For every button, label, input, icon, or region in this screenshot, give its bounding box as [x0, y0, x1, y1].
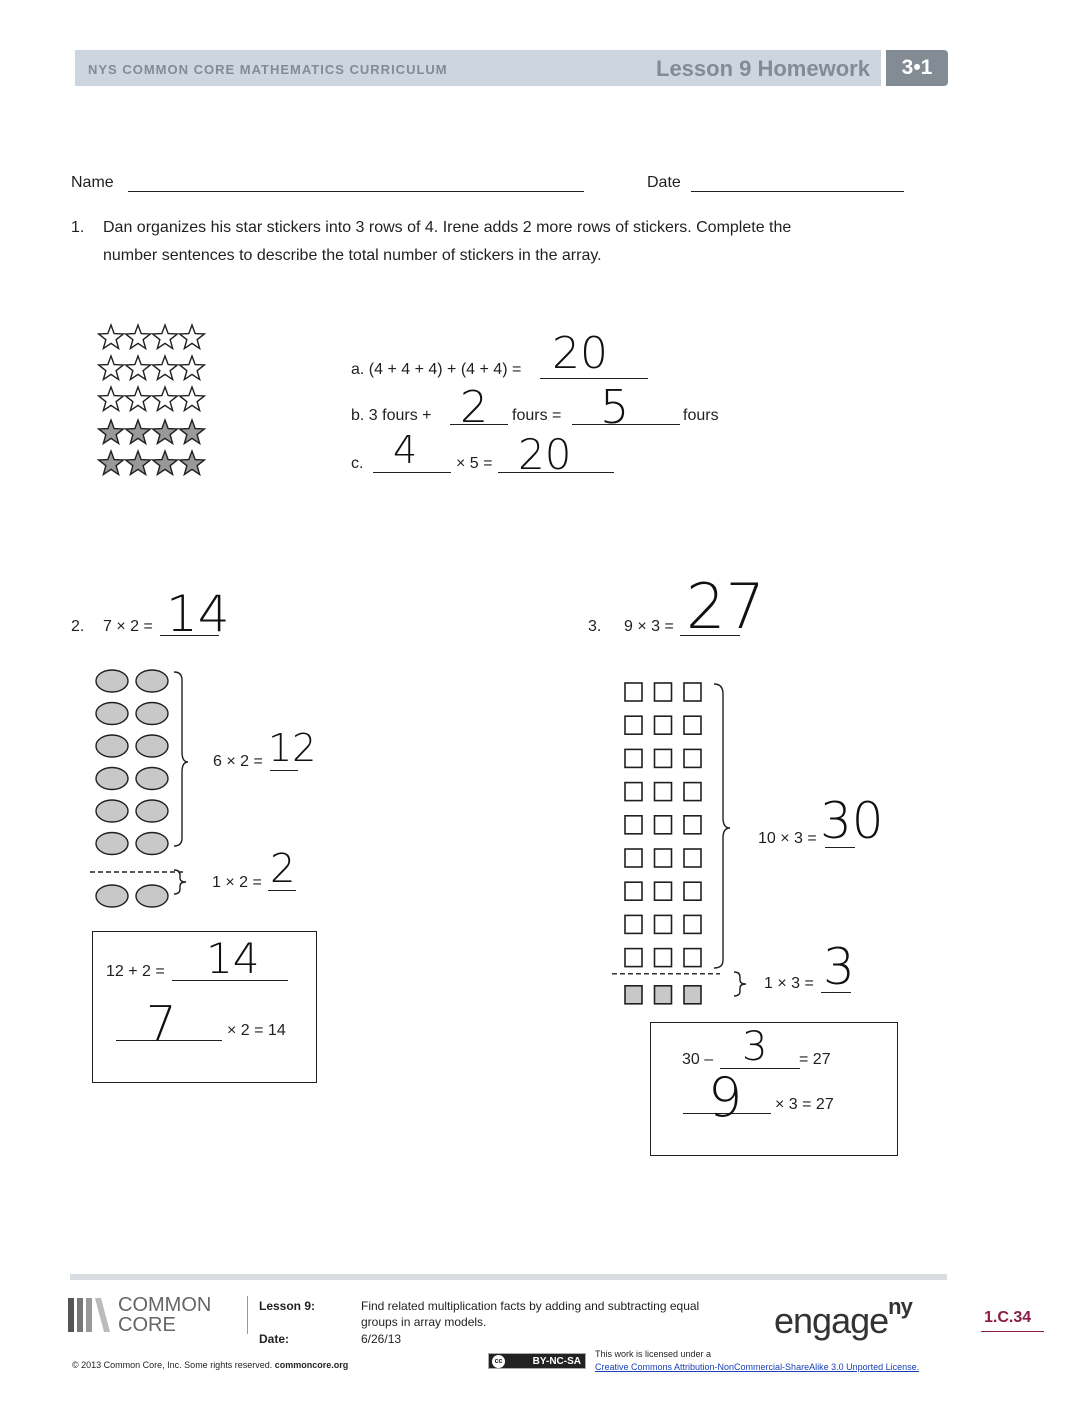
square-unit — [684, 949, 701, 967]
common-core-logo-text-1: COMMON — [118, 1294, 212, 1316]
footer-lesson-desc-1: Find related multiplication facts by adding and subtracting equal — [361, 1299, 700, 1313]
problem-3-equation: 9 × 3 = — [624, 618, 674, 635]
oval-counter — [136, 768, 168, 790]
star-icon — [180, 356, 205, 380]
footer-separator — [70, 1274, 947, 1280]
problem-2-number: 2. — [71, 618, 85, 635]
square-unit — [625, 749, 642, 767]
square-unit — [655, 849, 672, 867]
square-array — [610, 678, 740, 998]
problem-1b-answer-2: 5 — [600, 380, 630, 434]
problem-1c-label: c. — [351, 455, 364, 472]
engageny-logo-text: engage — [774, 1300, 889, 1341]
problem-1a-label: a. (4 + 4 + 4) + (4 + 4) = — [351, 361, 522, 378]
square-unit — [684, 882, 701, 900]
star-icon — [126, 356, 151, 380]
oval-counter — [136, 885, 168, 907]
problem-2-upper-answer: 12 — [268, 726, 317, 770]
lesson-title: Lesson 9 Homework — [656, 56, 870, 81]
square-unit — [655, 915, 672, 933]
square-unit — [684, 986, 701, 1004]
problem-2-upper-blank[interactable] — [270, 770, 298, 771]
square-unit — [655, 882, 672, 900]
square-unit — [684, 915, 701, 933]
problem-3-box-line-2: × 3 = 27 — [775, 1096, 834, 1113]
square-unit — [655, 716, 672, 734]
oval-counter — [136, 735, 168, 757]
star-icon — [153, 356, 178, 380]
square-unit — [625, 849, 642, 867]
problem-1b-mid: fours = — [512, 407, 562, 424]
star-icon — [126, 325, 151, 349]
oval-counter — [96, 885, 128, 907]
footer-date-value: 6/26/13 — [361, 1332, 402, 1346]
copyright-text: © 2013 Common Core, Inc. Some rights reserved. — [72, 1360, 273, 1370]
problem-2-equation: 7 × 2 = — [103, 618, 153, 635]
problem-3-number: 3. — [588, 618, 602, 635]
problem-2-upper-eq: 6 × 2 = — [213, 753, 263, 770]
date-label: Date — [647, 174, 681, 191]
problem-1-text-line-1: Dan organizes his star stickers into 3 rows of 4. Irene adds 2 more rows of stickers. Complete the — [103, 219, 792, 236]
problem-2-box-answer-1: 14 — [206, 934, 260, 983]
square-unit — [655, 986, 672, 1004]
name-field[interactable] — [128, 191, 584, 192]
cc-icon: cc — [492, 1355, 505, 1368]
square-unit — [655, 683, 672, 701]
name-label: Name — [71, 174, 114, 191]
problem-2-box-answer-2: 7 — [146, 996, 177, 1052]
footer-lesson-desc-2: groups in array models. — [361, 1315, 487, 1329]
square-unit — [684, 749, 701, 767]
square-unit — [684, 816, 701, 834]
problem-3-box-line-1: 30 – — [682, 1051, 714, 1068]
oval-counter — [136, 833, 168, 855]
square-unit — [625, 683, 642, 701]
page-code-underline — [981, 1331, 1044, 1332]
problem-2-lower-answer: 2 — [270, 846, 296, 892]
footer-divider — [247, 1296, 248, 1334]
star-icon — [180, 325, 205, 349]
oval-counter — [136, 703, 168, 725]
common-core-logo-mark — [68, 1298, 112, 1332]
problem-1b-answer-1: 2 — [460, 382, 488, 433]
star-icon — [153, 325, 178, 349]
cc-license-badge[interactable] — [488, 1353, 586, 1369]
star-icon — [126, 387, 151, 411]
copyright-site[interactable]: commoncore.org — [274, 1360, 349, 1370]
problem-1a-answer: 20 — [552, 328, 608, 379]
problem-2-work-box — [92, 931, 317, 1083]
problem-3-box-answer-1: 3 — [742, 1024, 768, 1070]
star-icon — [99, 356, 124, 380]
upper-brace — [174, 672, 188, 846]
problem-1c-mid: × 5 = — [456, 455, 493, 472]
square-unit — [684, 716, 701, 734]
footer-lesson-label: Lesson 9: — [259, 1299, 316, 1313]
square-unit — [655, 783, 672, 801]
oval-counter — [96, 735, 128, 757]
star-icon — [180, 451, 205, 475]
square-unit — [655, 816, 672, 834]
upper-brace — [714, 684, 730, 968]
square-unit — [625, 783, 642, 801]
problem-3-upper-answer: 30 — [820, 792, 884, 850]
oval-counter — [136, 670, 168, 692]
problem-1b-end: fours — [683, 407, 719, 424]
license-text: This work is licensed under a — [595, 1349, 712, 1359]
license-link[interactable]: Creative Commons Attribution-NonCommercial-ShareAlike 3.0 Unported License. — [595, 1362, 920, 1372]
star-icon — [180, 387, 205, 411]
engageny-logo — [774, 1294, 912, 1342]
star-array — [96, 322, 216, 478]
date-field[interactable] — [691, 191, 904, 192]
square-unit — [684, 783, 701, 801]
problem-1-text-line-2: number sentences to describe the total number of stickers in the array. — [103, 247, 602, 264]
problem-1-number: 1. — [71, 219, 85, 236]
star-icon — [99, 387, 124, 411]
oval-counter — [136, 800, 168, 822]
square-unit — [655, 749, 672, 767]
star-icon — [99, 451, 124, 475]
oval-counter — [96, 833, 128, 855]
footer-copyright — [72, 1360, 348, 1370]
common-core-logo-text-2: CORE — [118, 1314, 176, 1336]
module-badge: 3•1 — [886, 50, 948, 86]
problem-2-answer: 14 — [166, 585, 230, 643]
oval-counter — [96, 670, 128, 692]
square-unit — [655, 949, 672, 967]
problem-3-box-answer-2: 9 — [708, 1066, 743, 1129]
star-icon — [99, 325, 124, 349]
lower-brace — [174, 870, 186, 894]
square-unit — [625, 882, 642, 900]
problem-1c-answer-1: 4 — [393, 428, 418, 472]
engageny-logo-sup: ny — [888, 1294, 912, 1319]
problem-2-box-line-2: × 2 = 14 — [227, 1022, 286, 1039]
star-icon — [153, 387, 178, 411]
oval-counter — [96, 800, 128, 822]
problem-1c-answer-2: 20 — [518, 430, 572, 479]
problem-3-upper-eq: 10 × 3 = — [758, 830, 817, 847]
star-icon — [180, 420, 205, 444]
problem-1c-blank-1[interactable] — [373, 472, 451, 473]
square-unit — [684, 849, 701, 867]
problem-3-lower-eq: 1 × 3 = — [764, 975, 814, 992]
star-icon — [126, 451, 151, 475]
square-unit — [625, 816, 642, 834]
square-unit — [684, 683, 701, 701]
problem-3-answer: 27 — [686, 570, 765, 643]
oval-counter — [96, 768, 128, 790]
problem-2-lower-eq: 1 × 2 = — [212, 874, 262, 891]
lower-brace — [734, 972, 746, 996]
curriculum-title: NYS COMMON CORE MATHEMATICS CURRICULUM — [88, 62, 448, 77]
page-code: 1.C.34 — [984, 1309, 1032, 1326]
oval-array — [90, 666, 200, 900]
square-unit — [625, 949, 642, 967]
square-unit — [625, 986, 642, 1004]
star-icon — [126, 420, 151, 444]
square-unit — [625, 716, 642, 734]
cc-badge-text: BY-NC-SA — [532, 1356, 581, 1367]
problem-3-box-line-1-end: = 27 — [799, 1051, 831, 1068]
problem-3-lower-answer: 3 — [823, 938, 855, 996]
star-icon — [153, 451, 178, 475]
footer-date-label: Date: — [259, 1332, 290, 1346]
star-icon — [99, 420, 124, 444]
problem-1b-label: b. 3 fours + — [351, 407, 432, 424]
square-unit — [625, 915, 642, 933]
star-icon — [153, 420, 178, 444]
problem-3-work-box — [650, 1022, 898, 1156]
oval-counter — [96, 703, 128, 725]
problem-2-box-line-1: 12 + 2 = — [106, 963, 165, 980]
